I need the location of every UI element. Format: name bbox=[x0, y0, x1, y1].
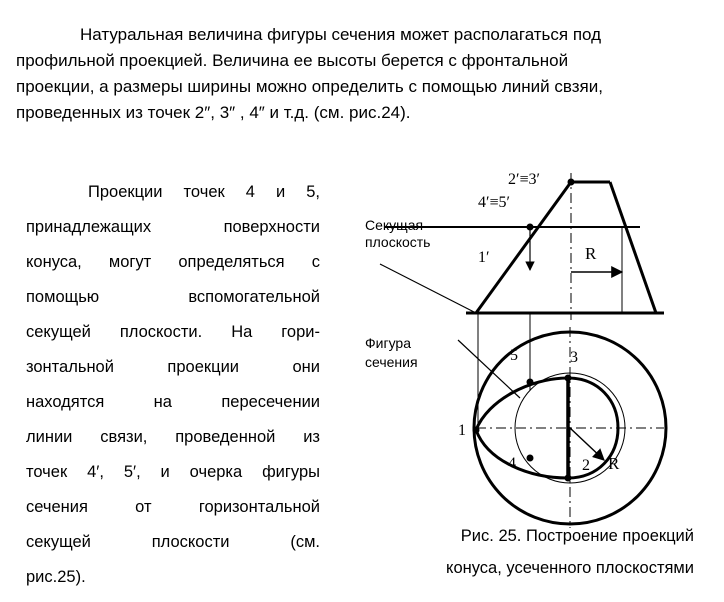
label-R-top: R bbox=[585, 244, 597, 263]
left-line-2: принадлежащих поверхности bbox=[26, 218, 320, 236]
section-leader bbox=[458, 340, 520, 398]
label-1-prime: 1′ bbox=[478, 249, 490, 266]
section-contour bbox=[476, 378, 618, 478]
figure-labels bbox=[365, 171, 620, 474]
left-line-1: Проекции точек 4 и 5, bbox=[88, 183, 320, 201]
left-line-9: точек 4′, 5′, и очерка фигуры bbox=[26, 463, 320, 481]
cone-right-edge bbox=[610, 182, 656, 313]
auxiliary-circle bbox=[515, 373, 625, 483]
label-R-bottom: R bbox=[608, 454, 620, 473]
top-paragraph-line-1: Натуральная величина фигуры сечения может располагаться под bbox=[80, 25, 602, 44]
horizontal-points bbox=[473, 375, 572, 482]
label-n2: 2 bbox=[582, 457, 590, 474]
label-section-2: сечения bbox=[365, 354, 418, 370]
top-paragraph-line-4: проведенных из точек 2″, 3″ , 4″ и т.д. (см. рис.24). bbox=[16, 103, 411, 122]
point-5 bbox=[527, 379, 534, 386]
label-4-5: 4′≡5′ bbox=[478, 194, 511, 211]
label-2-3: 2′≡3′ bbox=[508, 171, 541, 188]
left-line-5: секущей плоскости. На гори- bbox=[26, 323, 320, 341]
frontal-projection bbox=[380, 173, 664, 430]
cone-base-circle bbox=[474, 332, 666, 524]
cutting-plane-leader bbox=[380, 264, 476, 313]
left-paragraph bbox=[26, 175, 320, 595]
left-line-11: секущей плоскости (см. bbox=[26, 533, 320, 551]
horizontal-projection bbox=[458, 327, 666, 528]
label-cutting-plane-2: плоскость bbox=[365, 234, 431, 250]
top-paragraph bbox=[16, 22, 706, 126]
R-arrow-bottom bbox=[570, 428, 604, 460]
left-line-8: линии связи, проведенной из bbox=[26, 428, 320, 446]
label-cutting-plane-1: Секущая bbox=[365, 217, 424, 233]
top-paragraph-line-2: профильной проекцией. Величина ее высоты берется с фронтальной bbox=[16, 51, 569, 70]
cone-left-edge bbox=[476, 182, 571, 313]
left-line-10: сечения от горизонтальной bbox=[26, 498, 320, 516]
left-line-7: находятся на пересечении bbox=[26, 393, 320, 411]
caption-line-1: Рис. 25. Построение проекций bbox=[460, 527, 694, 545]
label-section-1: Фигура bbox=[365, 335, 411, 351]
left-line-6: зонтальной проекции они bbox=[26, 358, 320, 376]
left-line-4: помощью вспомогательной bbox=[26, 288, 320, 306]
point-2 bbox=[565, 475, 572, 482]
left-line-3: конуса, могут определяться с bbox=[26, 253, 320, 271]
label-n3: 3 bbox=[570, 349, 578, 366]
point-1 bbox=[473, 427, 480, 434]
frontal-points bbox=[527, 179, 575, 231]
label-n1: 1 bbox=[458, 422, 466, 439]
point-3 bbox=[565, 375, 572, 382]
left-line-12: рис.25). bbox=[26, 568, 86, 586]
label-n4: 4 bbox=[508, 455, 516, 472]
point-2-3 bbox=[568, 179, 575, 186]
top-paragraph-line-3: проекции, а размеры ширины можно определить с помощью линий свзяи, bbox=[16, 77, 603, 96]
caption-line-2: конуса, усеченного плоскостями bbox=[446, 559, 694, 577]
point-4-5 bbox=[527, 224, 534, 231]
figure-caption bbox=[388, 520, 694, 584]
label-n5: 5 bbox=[510, 347, 518, 364]
point-4 bbox=[527, 455, 534, 462]
